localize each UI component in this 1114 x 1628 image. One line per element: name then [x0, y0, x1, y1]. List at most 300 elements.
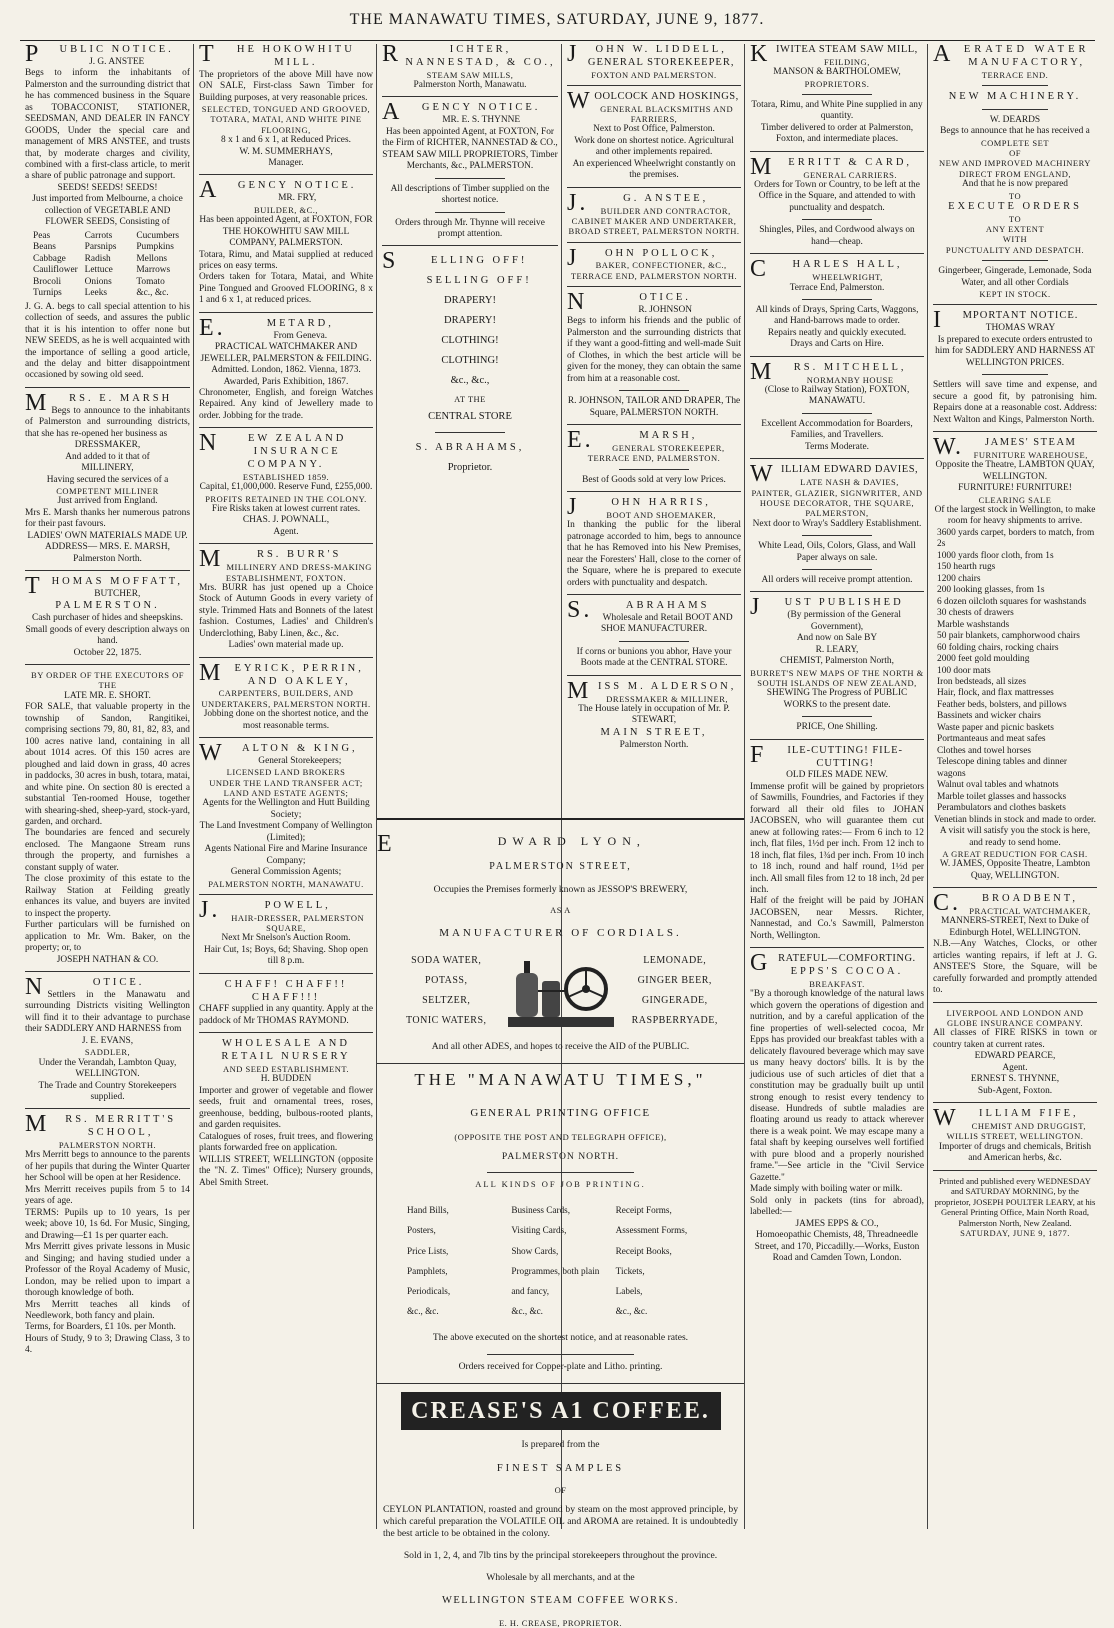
ad-body: FOR SALE, that valuable property in the township of Sandon, Rangitikei, comprising sections 79, 80, 81, 82, 83, and 100 acres native land, containing in all about 1014 acres. Of this 150 acres are ploughed and laid down in grass, 40 acres in paddocks, 30 acres in bush, totara, matai, and white pine. On section 80 is erected a substantial Ten-roomed House, together with shearing-shed, sheep-yard, stock-yard, garden, and orchard.: [25, 702, 190, 827]
ad-body: Mrs Merritt gives private lessons in Music and Singing; and having studied under a Professor of the Royal Academy of Music, London, may be relied upon to impart a thorough knowledge of both.: [25, 1242, 190, 1299]
ad-line: WELLINGTON STEAM COFFEE WORKS.: [441, 1595, 680, 1607]
ad-subtitle: LATE MR. E. SHORT.: [64, 690, 151, 701]
ad-divider: [382, 245, 558, 246]
rule: [982, 109, 1048, 110]
service-item: &c., &c.: [511, 1306, 543, 1317]
ad-walton-king: [199, 739, 373, 889]
ad-line: An experienced Wheelwright constantly on the premises.: [572, 158, 736, 181]
service-item: Pamphlets,: [407, 1265, 448, 1276]
seed-item: Leeks: [84, 288, 108, 299]
rule: [802, 535, 872, 536]
ad-william-fife: [933, 1105, 1097, 1164]
ad-epps-cocoa: [750, 950, 924, 1264]
furniture-item: Portmanteaus and meat safes: [937, 734, 1046, 745]
furniture-item: Telescope dining tables and dinner wagons: [937, 757, 1068, 779]
ad-body: Totara, Rimu, and Matai supplied at reduced prices on easy terms.: [199, 249, 373, 271]
furniture-item: 150 hearth rugs: [937, 562, 996, 573]
ad-mrs-mitchell: [750, 358, 924, 454]
ad-divider: [750, 947, 924, 948]
ad-line: Orders through Mr. Thynne will receive prompt attention.: [395, 217, 545, 239]
ad-title: RICHTER, NANNESTAD, & CO.,: [382, 41, 556, 68]
ad-line: Cash purchaser of hides and sheepskins.: [31, 613, 183, 624]
ad-evans: [25, 974, 190, 1103]
imprint-text: Printed and published every WEDNESDAY and SATURDAY MORNING, by the proprietor, JOSEPH POULTER LEARY, at his General Printing Office, Main North Road, Palmerston North, New Zealand.: [934, 1175, 1096, 1228]
ad-name: CHAS. J. POWNALL,: [242, 515, 330, 526]
ad-line: LICENSED LAND BROKERS: [226, 767, 346, 778]
ad-line: FEILDING,: [824, 56, 870, 67]
ad-line: White Lead, Oils, Colors, Glass, and Wall Paper always on sale.: [758, 541, 916, 563]
rule: [802, 299, 872, 300]
ad-body: Begs to inform his friends and the public of Palmerston and the surrounding districts that if they want a good-fitting and well-made Suit of Clothes, in which the best article will be given for the money, they can obtain the same from him at a reasonable cost.: [567, 316, 741, 384]
column-rule: [744, 44, 745, 1529]
cordial-machine-illustration: [506, 951, 616, 1031]
furniture-item: Perambulators and clothes baskets: [937, 803, 1066, 814]
ad-title: MRS. MITCHELL,: [750, 358, 907, 385]
ad-title: MRS. MERRITT'S SCHOOL,: [25, 1111, 177, 1139]
ad-line: Is prepared from the: [521, 1439, 600, 1451]
ad-date: October 22, 1875.: [73, 647, 142, 658]
ad-line: BREAKFAST.: [809, 978, 865, 989]
ad-line: Orders for Town or Country, to be left at the Office in the Square, and attended to with punctuality and despatch.: [754, 180, 920, 213]
ad-broadbent: [933, 890, 1097, 996]
service-item: Show Cards,: [511, 1245, 559, 1256]
ad-budden-nursery: [199, 1038, 373, 1189]
ad-title: E.MARSH,: [567, 427, 698, 454]
ad-line: CLOTHING!: [441, 335, 499, 347]
ad-divider: [25, 664, 190, 665]
ad-title: IMPORTANT NOTICE.: [933, 307, 1079, 334]
ad-line: Work done on shortest notice. Agricultural and other implements repaired.: [574, 135, 734, 158]
ad-line: WITH: [1002, 234, 1028, 245]
ad-meyrick: [199, 659, 373, 732]
ad-subtitle: AND SEED ESTABLISHMENT.: [222, 1064, 350, 1074]
ad-body: Begs to announce to the inhabitants of Palmerston and surrounding districts, that she has re-opened her business as: [25, 405, 190, 439]
ad-line: Agent.: [273, 526, 299, 537]
ad-line: BOOT AND SHOEMAKER,: [606, 510, 717, 520]
ad-body: The boundaries are fenced and securely enclosed. The Mangaone Stream runs through the property, and furnishes a constant supply of water.: [25, 828, 190, 873]
column-1: [22, 41, 193, 1529]
ad-just-published: [750, 594, 924, 733]
ad-title: JOHN POLLOCK,: [567, 244, 718, 271]
rule: [619, 390, 689, 391]
ad-divider: [377, 1383, 744, 1384]
ad-address: Under the Verandah, Lambton Quay, WELLINGTON.: [38, 1057, 177, 1080]
ad-title: CHARLES HALL,: [750, 256, 903, 283]
ad-body: Mrs Merritt teaches all kinds of Needlework, both fancy and plain.: [25, 1299, 190, 1321]
ad-line: Opposite the Theatre, LAMBTON QUAY, WELLINGTON.: [935, 460, 1095, 482]
ad-line: OLD FILES MADE NEW.: [786, 770, 888, 781]
ad-line: And now on Sale BY: [796, 633, 878, 644]
printing-col: [511, 1196, 609, 1327]
ad-divider: [199, 894, 373, 895]
ad-pollock: [567, 244, 741, 282]
ad-divider: [199, 543, 373, 544]
ad-line: Importer of drugs and chemicals, British and American herbs, &c.: [938, 1141, 1092, 1164]
cordial-item: RASPBERRYADE,: [631, 1015, 718, 1027]
printing-col: [407, 1196, 505, 1327]
ad-line: SHEWING The Progress of PUBLIC WORKS to the present date.: [766, 688, 908, 710]
ad-line: PALMERSTON NORTH, MANAWATU.: [208, 878, 364, 889]
ad-line: CLEARING SALE: [978, 494, 1052, 505]
seed-item: Mellons: [136, 253, 168, 264]
ad-line: FURNITURE! FURNITURE!: [958, 483, 1072, 494]
ad-name: THOMAS WRAY: [985, 323, 1056, 334]
ad-title: BY ORDER OF THE EXECUTORS OF THE: [31, 670, 184, 691]
ad-title: GRATEFUL—COMFORTING.: [750, 950, 916, 977]
ad-line: W. JAMES, Opposite Theatre, Lambton Quay, WELLINGTON.: [939, 859, 1091, 881]
rule: [487, 1354, 634, 1355]
ad-woolcock: [567, 87, 741, 182]
service-item: Hand Bills,: [407, 1205, 449, 1216]
ad-line: General Storekeepers;: [258, 755, 342, 766]
ad-line: DRAPERY!: [444, 295, 496, 307]
seed-item: Onions: [84, 276, 112, 287]
ad-line: Of the largest stock in Wellington, to make room for heavy shipments to arrive.: [934, 504, 1096, 527]
ad-line: DRESSMAKER & MILLINER,: [606, 693, 729, 704]
rule: [802, 219, 872, 220]
furniture-item: 1000 yards floor cloth, from 1s: [937, 550, 1054, 561]
rule: [619, 469, 689, 470]
ad-body: Settlers will save time and expense, and secure a good fit, by patronising him. Repairs done at a reasonable cost. Address: Next Walton and Kings, Palmerston North.: [933, 380, 1097, 425]
ad-line: Terms Moderate.: [805, 441, 869, 452]
ad-name: J. G. ANSTEE: [89, 56, 145, 67]
ad-line: Having secured the services of a: [46, 474, 169, 485]
cordial-list: [387, 951, 734, 1031]
ad-line: Ladies' own material made up.: [228, 640, 344, 651]
ad-divider: [25, 1108, 190, 1109]
ad-line: HAIR-DRESSER, PALMERSTON SQUARE,: [231, 912, 365, 934]
rule: [435, 432, 505, 433]
ad-line: Has been appointed Agent, at FOXTON, FOR THE HOKOWHITU SAW MILL COMPANY, PALMERSTON.: [199, 215, 373, 249]
furniture-item: 200 looking glasses, from 1s: [937, 585, 1045, 596]
column-4: [564, 41, 744, 819]
ad-title: PUBLIC NOTICE.: [25, 41, 174, 67]
ad-title: WALTON & KING,: [199, 739, 358, 766]
ad-body: Further particulars will be furnished on application to Mr. Wm. Baker, on the property; or, to: [25, 920, 190, 954]
ad-title: C.BROADBENT,: [933, 890, 1079, 917]
seed-item: Carrots: [84, 230, 113, 241]
ad-davies: [750, 461, 924, 586]
ad-line: The Land Investment Company of Wellington (Limited);: [199, 821, 373, 843]
column-5: [747, 41, 927, 1529]
ad-line: Just arrived from England.: [57, 496, 158, 507]
ad-line: The Trade and Country Storekeepers supplied.: [38, 1080, 177, 1102]
furniture-list: [933, 528, 1097, 815]
ad-body: Mrs Merritt begs to announce to the parents of her pupils that during the Winter Quarter her School will be open at her Residence.: [25, 1150, 190, 1184]
ad-line: OF: [1009, 148, 1021, 159]
service-item: Periodicals,: [407, 1286, 451, 1297]
ad-thomas-wray: [933, 307, 1097, 426]
ad-line: Palmerston North, Manawatu.: [413, 79, 527, 90]
furniture-item: 50 pair blankets, camphorwood chairs: [937, 631, 1080, 642]
ad-line: NORMANBY HOUSE: [806, 374, 894, 385]
seed-item: &c., &c.: [136, 288, 169, 299]
ad-name: EDWARD PEARCE,: [974, 1051, 1056, 1062]
rule: [435, 178, 505, 179]
ad-line: Proprietor.: [447, 462, 493, 474]
ad-body: Mrs Merritt receives pupils from 5 to 14 years of age.: [25, 1184, 190, 1207]
seed-item: Brocoli: [33, 276, 62, 287]
furniture-item: 100 door mats: [937, 665, 991, 676]
ad-line: MANNERS-STREET, Next to Duke of Edinburgh Hotel, WELLINGTON.: [941, 916, 1089, 938]
ad-line: DIRECT FROM ENGLAND,: [958, 168, 1072, 179]
ad-line: PRACTICAL WATCHMAKER AND JEWELLER, PALMERSTON & FEILDING.: [200, 342, 372, 364]
seed-list: [33, 231, 182, 300]
service-item: Receipt Books,: [615, 1245, 672, 1256]
ad-line: COMPETENT MILLINER: [56, 486, 159, 496]
ad-line: NEW MACHINERY.: [948, 90, 1082, 102]
ad-title: EDWARD LYON,: [377, 831, 646, 857]
ad-divider: [933, 1102, 1097, 1103]
ad-body: Mrs E. Marsh thanks her numerous patrons for their past favours.: [25, 507, 190, 530]
ad-merritt-school: [25, 1111, 190, 1356]
furniture-item: Bassinets and wicker chairs: [937, 711, 1041, 722]
rule: [982, 85, 1048, 86]
ad-line: FOXTON AND PALMERSTON.: [591, 69, 717, 80]
column-rule: [927, 44, 928, 1529]
ad-line: &c., &c.,: [450, 375, 490, 387]
ad-line: R. JOHNSON, TAILOR AND DRAPER, The Square, PALMERSTON NORTH.: [567, 396, 741, 418]
ad-line: The House lately in occupation of Mr. P. STEWART,: [578, 704, 730, 726]
ad-line: (Close to Railway Station), FOXTON, MANAWATU.: [764, 385, 910, 407]
ad-line: Agent.: [1002, 1062, 1028, 1073]
ad-nz-insurance: [199, 430, 373, 538]
ad-hokowhitu-mill: [199, 41, 373, 169]
ad-line: And that he is now prepared: [962, 179, 1068, 190]
ad-divider: [750, 253, 924, 254]
seed-item: Peas: [33, 230, 51, 241]
ad-divider: [25, 570, 190, 571]
ad-divider: [750, 151, 924, 152]
ad-line: EPPS'S COCOA.: [790, 966, 904, 978]
ad-liverpool-insurance: [933, 1008, 1097, 1098]
ad-body: In thanking the public for the liberal patronage accorded to him, begs to announce that he has Removed into his New Premises, near the Foresters' Hall, close to the corner of the Square, where he is prepared to execute orders with punctuality and despatch.: [567, 520, 741, 588]
ad-johnson: [567, 289, 741, 419]
ad-agency-thynne: [382, 99, 558, 240]
seed-item: Parsnips: [84, 242, 117, 253]
ad-line: Sub-Agent, Foxton.: [977, 1085, 1053, 1096]
ad-title: FILE-CUTTING! FILE-CUTTING!: [750, 741, 904, 769]
ad-line: ALL KINDS OF JOB PRINTING.: [475, 1179, 646, 1190]
ad-line: Next door to Wray's Saddlery Establishment.: [752, 518, 922, 529]
ad-title: J.G. ANSTEE,: [567, 189, 709, 216]
ad-line: The above executed on the shortest notice, and at reasonable rates.: [432, 1332, 689, 1344]
ad-title: CHAFF! CHAFF!! CHAFF!!!: [224, 978, 348, 1003]
furniture-item: Waste paper and picnic baskets: [937, 722, 1054, 733]
column-6: [930, 41, 1100, 1529]
ad-mrs-burr: [199, 546, 373, 651]
ad-divider: [750, 356, 924, 357]
ad-line: TERRACE END.: [981, 69, 1049, 80]
column-rule: [193, 44, 194, 1529]
ad-line: Wholesale and Retail BOOT AND SHOE MANUFACTURER.: [600, 612, 733, 635]
ad-title: SELLING OFF! SELLING OFF!: [382, 248, 532, 287]
seed-item: Lettuce: [84, 265, 113, 276]
rule: [802, 413, 872, 414]
ad-line: STEAM SAW MILLS,: [426, 69, 514, 80]
ad-line: MILLINERY,: [81, 463, 134, 474]
ad-divider: [199, 657, 373, 658]
ad-body: Catalogues of roses, fruit trees, and flowering plants forwarded free on application.: [199, 1131, 373, 1154]
ad-line: Agents National Fire and Marine Insurance Company;: [204, 844, 368, 866]
seed-item: Pumpkins: [136, 242, 174, 253]
furniture-item: Feather beds, bolsters, and pillows: [937, 699, 1067, 710]
ad-body: All classes of FIRE RISKS in town or country taken at current rates.: [933, 1028, 1097, 1050]
ad-merritt-card: [750, 153, 924, 249]
ad-body: Chronometer, English, and foreign Watches Repaired. Any kind of Jewellery made to order. Jobbing for the trade.: [199, 388, 373, 421]
ad-title: WILLIAM EDWARD DAVIES,: [750, 461, 919, 488]
ad-divider: [567, 286, 741, 287]
ad-body: Sold only in packets (tins for abroad), labelled:—: [750, 1195, 924, 1218]
ad-moffatt: [25, 573, 190, 659]
ad-line: PALMERSTON.: [55, 600, 160, 612]
ad-line: Gingerbeer, Gingerade, Lemonade, Soda Water, and all other Cordials: [938, 266, 1092, 288]
furniture-item: Iron bedsteads, all sizes: [937, 676, 1027, 687]
cordial-item: LEMONADE,: [643, 955, 707, 967]
ad-line: KEPT IN STOCK.: [979, 289, 1051, 300]
ad-line: PAINTER, GLAZIER, SIGNWRITER, AND HOUSE DECORATOR, THE SQUARE, PALMERSTON,: [751, 487, 923, 519]
ad-body: Immense profit will be gained by proprietors of Sawmills, Foundries, and Factories if they forward all their old files to JOHAN JACOBSEN, who will guarantee them cut anew at following rates:— From 6 inch to 12 inch, flat files, 1½d per inch. From 12 inch to 18 inch, flat files, 1¾d per inch. From 10 inch to 18 inch, round and half round, 1½d per inch. All small files from 12 to 18 inch, 2d per inch.: [750, 781, 924, 896]
ad-alderson: [567, 677, 741, 751]
furniture-item: Marble toilet glasses and hassocks: [937, 791, 1067, 802]
service-item: and fancy,: [511, 1286, 549, 1297]
service-item: &c., &c.: [615, 1306, 648, 1317]
ad-name: MR. E. S. THYNNE: [442, 115, 521, 126]
ad-name: J. E. EVANS,: [81, 1035, 134, 1046]
ad-line: Excellent Accommodation for Boarders, Families, and Travellers.: [761, 418, 913, 441]
furniture-item: 2000 feet gold moulding: [937, 654, 1030, 665]
ad-divider: [933, 304, 1097, 305]
ad-line: PRACTICAL WATCHMAKER,: [969, 906, 1091, 917]
ad-line: Has been appointed Agent, at FOXTON, For the Firm of RICHTER, NANNESTAD & CO., STEAM SAW MILL PROPRIETORS, Timber Merchants, &c., PALMERSTON.: [382, 126, 558, 172]
ad-title: LIVERPOOL AND LONDON AND GLOBE INSURANCE COMPANY.: [946, 1007, 1084, 1029]
ad-line: Fire Risks taken at lowest current rates.: [211, 503, 361, 514]
ad-line: BAKER, CONFECTIONER, &C., TERRACE END, PALMERSTON NORTH.: [570, 260, 738, 281]
cordial-item: POTASS,: [425, 975, 468, 987]
ad-title: JOHN W. LIDDELL,: [567, 41, 727, 67]
ad-body: Settlers in the Manawatu and surrounding Districts visiting Wellington will find it to their advantage to purchase their SADDLERY AND HARNESS from: [25, 989, 190, 1035]
rule: [982, 260, 1048, 261]
ad-anstee-builder: [567, 189, 741, 237]
ad-line: If corns or bunions you abhor, Have your Boots made at the CENTRAL STORE.: [576, 646, 732, 669]
ad-divider: [750, 458, 924, 459]
furniture-item: 6 dozen oilcloth squares for washstands: [937, 596, 1087, 607]
ad-name: R. JOHNSON: [638, 305, 692, 315]
ad-divider: [199, 1032, 373, 1033]
service-item: Assessment Forms,: [615, 1225, 688, 1236]
ad-line: Wholesale by all merchants, and at the: [486, 1571, 635, 1583]
ad-name: W. M. SUMMERHAYS,: [239, 146, 333, 157]
ad-title: MRS. E. MARSH: [25, 389, 173, 416]
service-item: Programmes, both plain: [511, 1265, 600, 1276]
ad-line: And added to it that of: [65, 451, 150, 462]
seed-item: Cauliflower: [33, 265, 78, 276]
furniture-item: 1200 chairs: [937, 573, 981, 584]
ad-title: WILLIAM FIFE,: [933, 1105, 1079, 1132]
ad-line: FURNITURE WAREHOUSE,: [973, 449, 1088, 460]
ad-line: Sold in 1, 2, 4, and 7lb tins by the principal storekeepers throughout the province.: [403, 1549, 718, 1561]
service-item: Business Cards,: [511, 1205, 571, 1216]
ad-line: All kinds of Drays, Spring Carts, Waggons, and Hand-barrows made to order.: [755, 304, 919, 327]
ad-line: EXECUTE ORDERS: [948, 200, 1082, 212]
ad-kiwitea-mill: [750, 41, 924, 146]
ad-line: GENERAL CARRIERS.: [803, 169, 897, 180]
ad-divider: [933, 1002, 1097, 1003]
ad-line: Palmerston North.: [619, 739, 689, 750]
coffee-banner: CREASE'S A1 COFFEE.: [401, 1392, 721, 1430]
ad-body: Mrs. BURR has just opened up a Choice Stock of Autumn Goods in every variety of style. Trimmed Hats and Bonnets of the latest fashion. Costumes, Ladies' and Children's Underclothing, Baby Linen, &c., &c.: [199, 582, 373, 639]
ad-subtitle: PALMERSTON NORTH.: [58, 1140, 157, 1151]
imprint: [933, 1176, 1097, 1239]
ad-line: LATE NASH & DAVIES,: [800, 477, 899, 488]
service-item: Posters,: [407, 1225, 436, 1236]
ad-line: WHEELWRIGHT,: [812, 272, 883, 283]
ad-line: General Commission Agents;: [230, 867, 342, 878]
ad-short-estate: [25, 670, 190, 966]
ad-divider: [377, 1063, 744, 1064]
ad-line: ANY EXTENT: [985, 224, 1045, 235]
rule: [802, 569, 872, 570]
ad-divider: [199, 973, 373, 974]
ad-title: THOMAS MOFFATT,: [25, 573, 184, 600]
furniture-item: Walnut oval tables and whatnots: [937, 780, 1059, 791]
ad-line: CARPENTERS, BUILDERS, AND UNDERTAKERS, PALMERSTON NORTH.: [201, 688, 371, 709]
rule: [802, 716, 872, 717]
ad-body: TERMS: Pupils up to 10 years, 1s per week; above 10, 1s 6d. For Music, Singing, and Drawing—£1 1s per quarter each.: [25, 1207, 190, 1241]
span-block: [377, 822, 744, 1628]
ad-body: CHAFF supplied in any quantity. Apply at the paddock of Mr THOMAS RAYMOND.: [199, 1004, 373, 1026]
seed-item: Cabbage: [33, 253, 66, 264]
ad-title: KIWITEA STEAM SAW MILL,: [750, 41, 918, 67]
service-item: Visiting Cards,: [511, 1225, 567, 1236]
ad-line: MANUFACTORY,: [968, 56, 1086, 68]
seed-item: Beans: [33, 242, 56, 253]
ad-line: Agents for the Wellington and Hutt Building Society;: [202, 798, 370, 820]
ad-line: Repairs neatly and quickly executed.: [767, 327, 907, 338]
ad-line: CHEMIST, Palmerston North,: [780, 656, 894, 667]
ad-line: 8 x 1 and 6 x 1, at Reduced Prices.: [221, 135, 351, 146]
service-item: &c., &c.: [407, 1306, 439, 1317]
ad-divider: [750, 591, 924, 592]
ad-divider: [567, 594, 741, 595]
ad-line: PROPRIETORS.: [804, 78, 870, 89]
ad-line: Terrace End, Palmerston.: [789, 282, 885, 293]
ad-anstee-notice: [25, 41, 190, 382]
ad-line: Next Mr Snelson's Auction Room.: [221, 933, 351, 944]
ad-line: Manager.: [268, 158, 304, 169]
ad-line: Occupies the Premises formerly known as JESSOP'S BREWERY,: [433, 883, 688, 895]
ad-line: CENTRAL STORE: [428, 411, 512, 423]
ad-line: PUNCTUALITY AND DESPATCH.: [945, 244, 1085, 255]
ad-e-marsh: [567, 427, 741, 486]
ad-divider: [933, 1170, 1097, 1171]
ad-line: SELECTED, TONGUED AND GROOVED, TOTARA, MATAI, AND WHITE PINE FLOORING,: [201, 104, 371, 135]
ad-line: Timber delivered to order at Palmerston, Foxton, and intermediate places.: [760, 122, 914, 145]
ad-name: W. DEARDS: [989, 114, 1041, 125]
service-item: Labels,: [615, 1286, 643, 1297]
ad-line: Jobbing done on the shortest notice, and the most reasonable terms.: [203, 709, 369, 731]
ad-divider: [199, 174, 373, 175]
ad-line: From Geneva.: [273, 330, 328, 341]
cordial-item: TONIC WATERS,: [405, 1015, 487, 1027]
ad-line: (OPPOSITE THE POST AND TELEGRAPH OFFICE),: [454, 1131, 667, 1142]
ad-line: Homoeopathic Chemists, 48, Threadneedle Street, and 170, Piccadilly.—Works, Euston Road and Camden Town, London.: [754, 1230, 920, 1264]
ad-line: Drays and Carts on Hire.: [790, 339, 884, 350]
ad-name: H. BUDDEN: [260, 1074, 312, 1085]
ad-line: DRESSMAKER,: [74, 440, 141, 451]
furniture-item: Marble washstands: [937, 619, 1010, 630]
ad-title: AGENCY NOTICE.: [199, 177, 357, 204]
